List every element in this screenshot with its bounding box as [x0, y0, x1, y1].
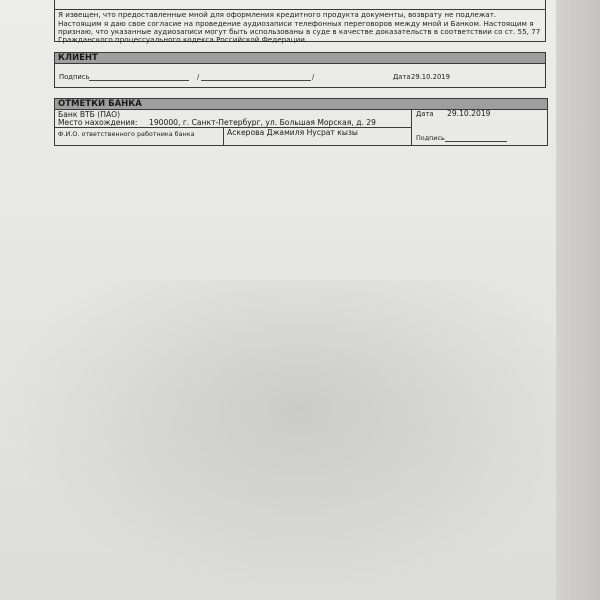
- client-signature-row: [55, 64, 545, 86]
- consent-line-4: Гражданского процессуального кодекса Российской Федерации.: [58, 35, 308, 44]
- consent-line-3: признаю, что указанные аудиозаписи могут быть использованы в суде в качестве доказательств в соответствии со ст. 55, 77: [58, 27, 541, 36]
- bank-address-label: Место нахождения:: [58, 118, 138, 127]
- bank-date-label: Дата: [416, 110, 434, 118]
- bank-employee-divider: [223, 127, 224, 145]
- bank-name: Банк ВТБ (ПАО): [58, 110, 121, 119]
- client-slash-1: /: [197, 73, 200, 81]
- bank-header: ОТМЕТКИ БАНКА: [55, 99, 547, 110]
- client-header: КЛИЕНТ: [55, 53, 545, 64]
- consent-line-2: Настоящим я даю свое согласие на проведение аудиозаписи телефонных переговоров между мной и Банком. Настоящим я: [58, 19, 534, 28]
- client-name-line: [201, 80, 311, 81]
- client-date-label: Дата: [393, 73, 411, 81]
- bank-date-value: 29.10.2019: [447, 109, 491, 118]
- bank-employee-label: Ф.И.О. ответственного работника банка: [58, 130, 195, 138]
- client-section: [54, 52, 546, 88]
- bank-marks-section: [54, 98, 548, 146]
- client-signature-line: [89, 80, 189, 81]
- consent-line-1: Я извещен, что предоставленные мной для оформления кредитного продукта документы, возврату не подлежат.: [58, 10, 497, 19]
- consent-block: [54, 0, 546, 42]
- bank-employee-value: Аскерова Джамиля Нусрат кызы: [227, 128, 358, 137]
- client-slash-2: /: [312, 73, 315, 81]
- client-date-value: 29.10.2019: [411, 73, 450, 81]
- bank-signature-line: [445, 141, 507, 142]
- page-edge-background: [556, 0, 600, 600]
- bank-date-divider: [411, 110, 412, 145]
- bank-signature-label: Подпись: [416, 134, 445, 142]
- bank-address-value: 190000, г. Санкт-Петербург, ул. Большая Морская, д. 29: [149, 118, 376, 127]
- client-signature-label: Подпись: [59, 73, 90, 81]
- consent-top-row: [55, 0, 545, 10]
- page-shadow: [0, 280, 600, 600]
